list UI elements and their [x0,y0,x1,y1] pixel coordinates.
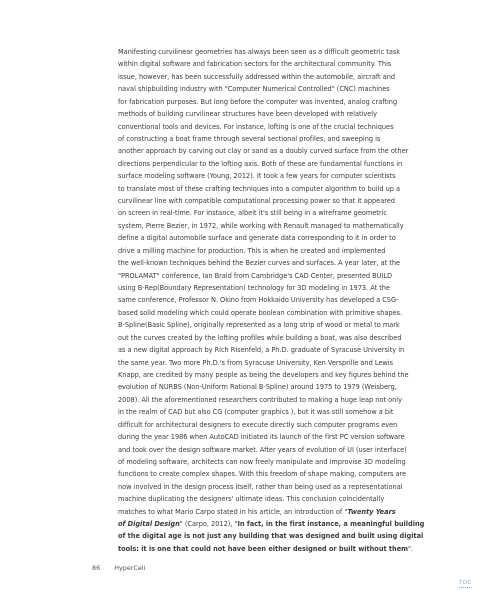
text-line [118,195,422,207]
text-run: during the year 1986 when AutoCAD initiated its launch of the first PC version software [118,433,405,442]
text-line [118,71,422,83]
text-line [118,245,422,257]
text-run: surface modeling software (Young, 2012). It took a few years for computer scientists [118,172,396,181]
text-run: 2008). All the aforementioned researchers contributed to making a huge leap not only [118,395,402,404]
text-run: on screen in real-time. For instance, albeit it's still being in a wireframe geometric [118,209,387,218]
text-line [118,46,422,58]
text-line [118,357,422,369]
text-run: to translate most of these crafting techniques into a computer algorithm to build up a [118,184,401,193]
text-run: methods of building curvilinear structures have been developed with relatively [118,110,377,119]
text-line [118,58,422,70]
text-run: based solid modeling which could operate boolean combination with primitive shapes. [118,308,403,317]
text-line [118,543,422,555]
text-line [118,257,422,269]
text-line [118,506,422,518]
text-run: Knapp, are credited by many people as being the developers and key figures behind the [118,370,409,379]
text-line [118,369,422,381]
text-run: matches to what Mario Carpo stated in his article, an introduction of " [118,507,348,516]
text-line [118,145,422,157]
text-run: drive a milling machine for production. This is when he created and implemented [118,246,386,255]
text-run: using B-Rep(Boundary Representation) technology for 3D modeling in 1973. At the [118,284,390,293]
text-line [118,183,422,195]
emphasized-text: tools: it is one that could not have been either designed or built without them [118,544,409,553]
emphasized-text: of the digital age is not just any building that was designed and built using digital [118,532,424,541]
text-run: of modeling software, architects can now freely manipulate and improvise 3D modeling [118,457,406,466]
text-run: now involved in the design process itself, rather than being used as a representational [118,482,403,491]
text-run: directions perpendicular to the lofting axis. Both of these are fundamental functions in [118,159,403,168]
text-run: Manifesting curvilinear geometries has always been seen as a difficult geometric task [118,48,401,56]
text-line [118,294,422,306]
text-run: naval shipbuilding industry with "Computer Numerical Controlled" (CNC) machines [118,85,390,94]
text-line [118,394,422,406]
emphasized-text: Twenty Years [347,507,396,516]
text-line [118,220,422,232]
text-line [118,381,422,393]
text-line [118,282,422,294]
emphasized-text: of Digital Design [118,520,180,529]
text-run: evolution of NURBS (Non-Uniform Rational B-Spline) around 1975 to 1979 (Weisberg, [118,383,397,392]
text-run: define a digital automobile surface and generate data corresponding to it in order to [118,234,396,243]
text-line [118,468,422,480]
text-run: "PROLAMAT" conference, Ian Braid from Cambridge's CAD Center, presented BUILD [118,271,393,280]
text-run: machine duplicating the designers' ultimate ideas. This conclusion coincidentally [118,495,385,504]
page-footer [92,564,145,572]
text-line [118,108,422,120]
text-line [118,481,422,493]
body-paragraph [118,46,425,555]
text-run: B-Spline(Basic Spline), originally represented as a long strip of wood or metal to mark [118,321,400,330]
text-run: the well-known techniques behind the Bezier curves and surfaces. A year later, at the [118,259,401,268]
text-line [118,406,422,418]
publication-title: HyperCell [114,564,146,572]
text-run: same conference, Professor N. Okino from Hokkaido University has developed a CSG- [118,296,399,305]
text-run: curvilinear line with compatible computational processing power so that it appeared [118,197,395,206]
text-line [118,83,422,95]
text-run: " (Carpo, 2012), " [179,520,238,529]
text-line [118,344,422,356]
text-line [118,319,422,331]
text-line [118,232,422,244]
page-number: 86 [92,564,101,572]
text-line [118,207,422,219]
text-run: as a new digital approach by Rich Risenfeld, a Ph.D. graduate of Syracuse University in [118,346,405,355]
text-line [118,419,422,431]
toc-link[interactable]: TOC [459,580,472,586]
text-line [118,518,425,530]
text-line [118,456,422,468]
text-line [118,307,422,319]
emphasized-text: In fact, in the first instance, a meaningful building [237,520,425,529]
text-line [118,270,422,282]
text-line [118,493,422,505]
text-line [118,444,422,456]
text-run: difficult for architectural designers to execute directly such computer programs even [118,420,398,429]
text-run: the same year. Two more Ph.D.'s from Syracuse University, Ken Versprille and Lewis [118,358,394,367]
text-run: issue, however, has been successfully addressed within the automobile, aircraft and [118,72,396,81]
text-run: within digital software and fabrication sectors for the architectural community. This [118,60,392,69]
text-line [118,96,422,108]
text-line [118,121,422,133]
text-run: another approach by carving out clay or sand as a doubly curved surface from the other [118,147,409,156]
text-line [118,530,422,542]
text-run: out the curves created by the lofting profiles while building a boat, was also described [118,333,402,342]
text-line [118,158,422,170]
text-line [118,332,422,344]
text-run: of constructing a boat frame through several sectional profiles, and sweeping is [118,134,381,143]
text-run: and took over the design software market. After years of evolution of UI (user interface) [118,445,407,454]
text-run: in the realm of CAD but also CG (computer graphics ), but it was still somehow a bit [118,408,394,417]
text-run: conventional tools and devices. For instance, lofting is one of the crucial techniques [118,122,394,131]
text-line [118,133,422,145]
text-line [118,431,422,443]
text-run: system, Pierre Bezier, in 1972, while working with Renault managed to mathematically [118,221,404,230]
text-run: for fabrication purposes. But long before the computer was invented, analog crafting [118,97,398,106]
text-run: functions to create complex shapes. With this freedom of shape making, computers are [118,470,407,479]
text-line [118,170,422,182]
text-run: ". [408,544,414,553]
